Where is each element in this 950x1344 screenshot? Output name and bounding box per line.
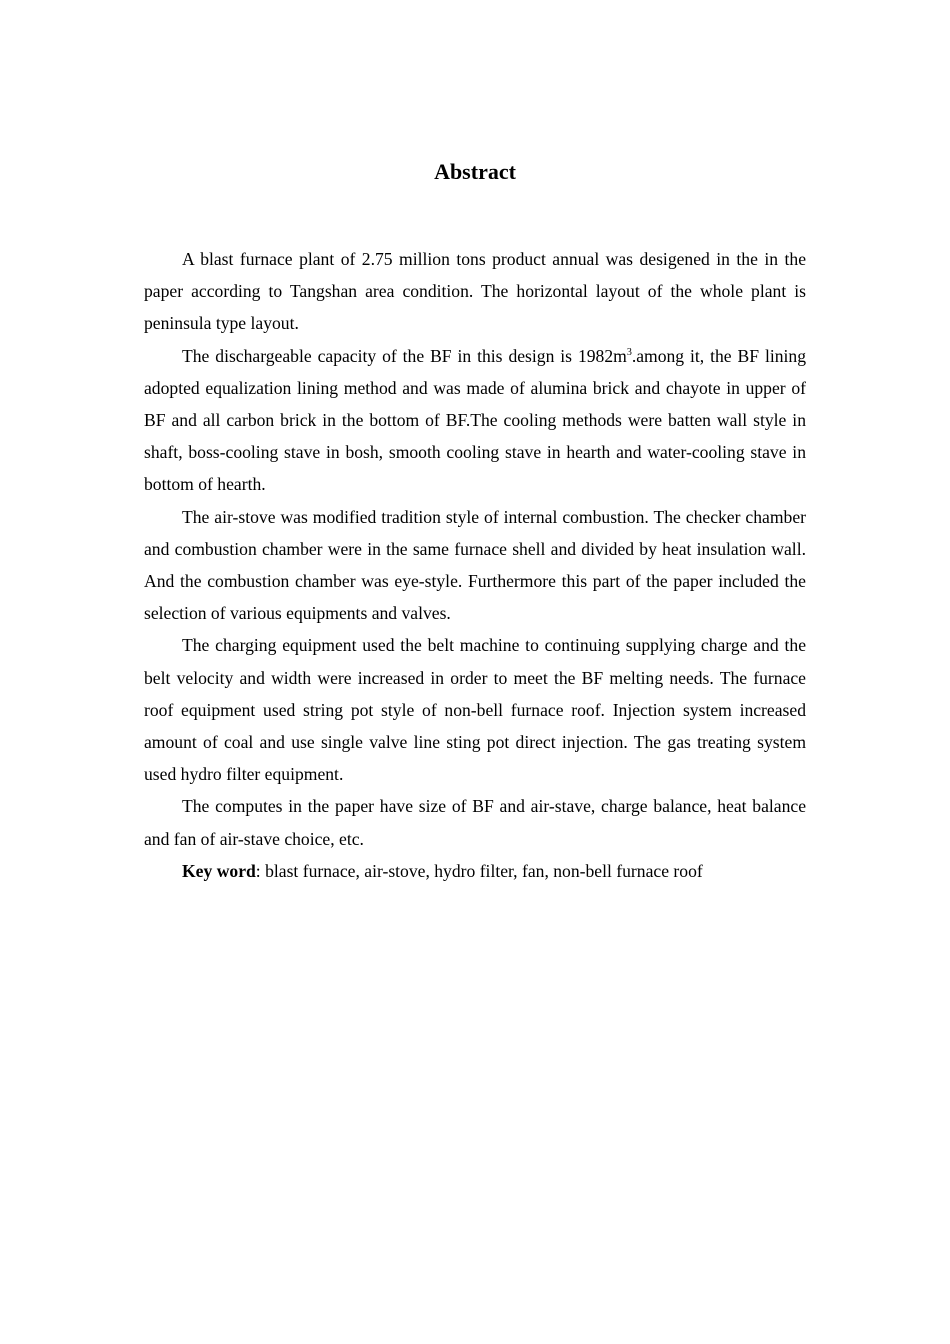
capacity-text-before: The dischargeable capacity of the BF in this design is 1982m	[182, 345, 627, 366]
keywords-line	[144, 855, 806, 887]
capacity-superscript: 3	[626, 346, 632, 358]
paragraph-bf-capacity	[144, 340, 806, 501]
keywords-label: Key word	[182, 860, 256, 881]
paragraph-computes: The computes in the paper have size of BF and air-stave, charge balance, heat balance and fan of air-stave choice, etc.	[144, 796, 806, 849]
abstract-body	[144, 243, 806, 887]
paragraph-charging-equipment: The charging equipment used the belt machine to continuing supplying charge and the belt velocity and width were increased in order to meet the BF melting needs. The furnace roof equipment used string pot style of non-bell furnace roof. Injection system increased amount of coal and use single valve line sting pot direct injection. The gas treating system used hydro filter equipment.	[144, 635, 806, 785]
capacity-text-after: .among it, the BF lining adopted equalization lining method and was made of alumina brick and chayote in upper of BF and all carbon brick in the bottom of BF.The cooling methods were batten wall style in shaft, boss-cooling stave in bosh, smooth cooling stave in hearth and water-cooling stave in bottom of hearth.	[144, 345, 806, 495]
keywords-text: blast furnace, air-stove, hydro filter, fan, non-bell furnace roof	[265, 860, 703, 881]
paragraph-air-stove: The air-stove was modified tradition style of internal combustion. The checker chamber and combustion chamber were in the same furnace shell and divided by heat insulation wall. And the combustion chamber was eye-style. Furthermore this part of the paper included the selection of various equipments and valves.	[144, 506, 806, 624]
keywords-separator: :	[255, 860, 266, 881]
abstract-title: Abstract	[434, 159, 516, 184]
paragraph-plant-overview: A blast furnace plant of 2.75 million tons product annual was desigened in the in the paper according to Tangshan area condition. The horizontal layout of the whole plant is peninsula type layout.	[144, 249, 806, 334]
